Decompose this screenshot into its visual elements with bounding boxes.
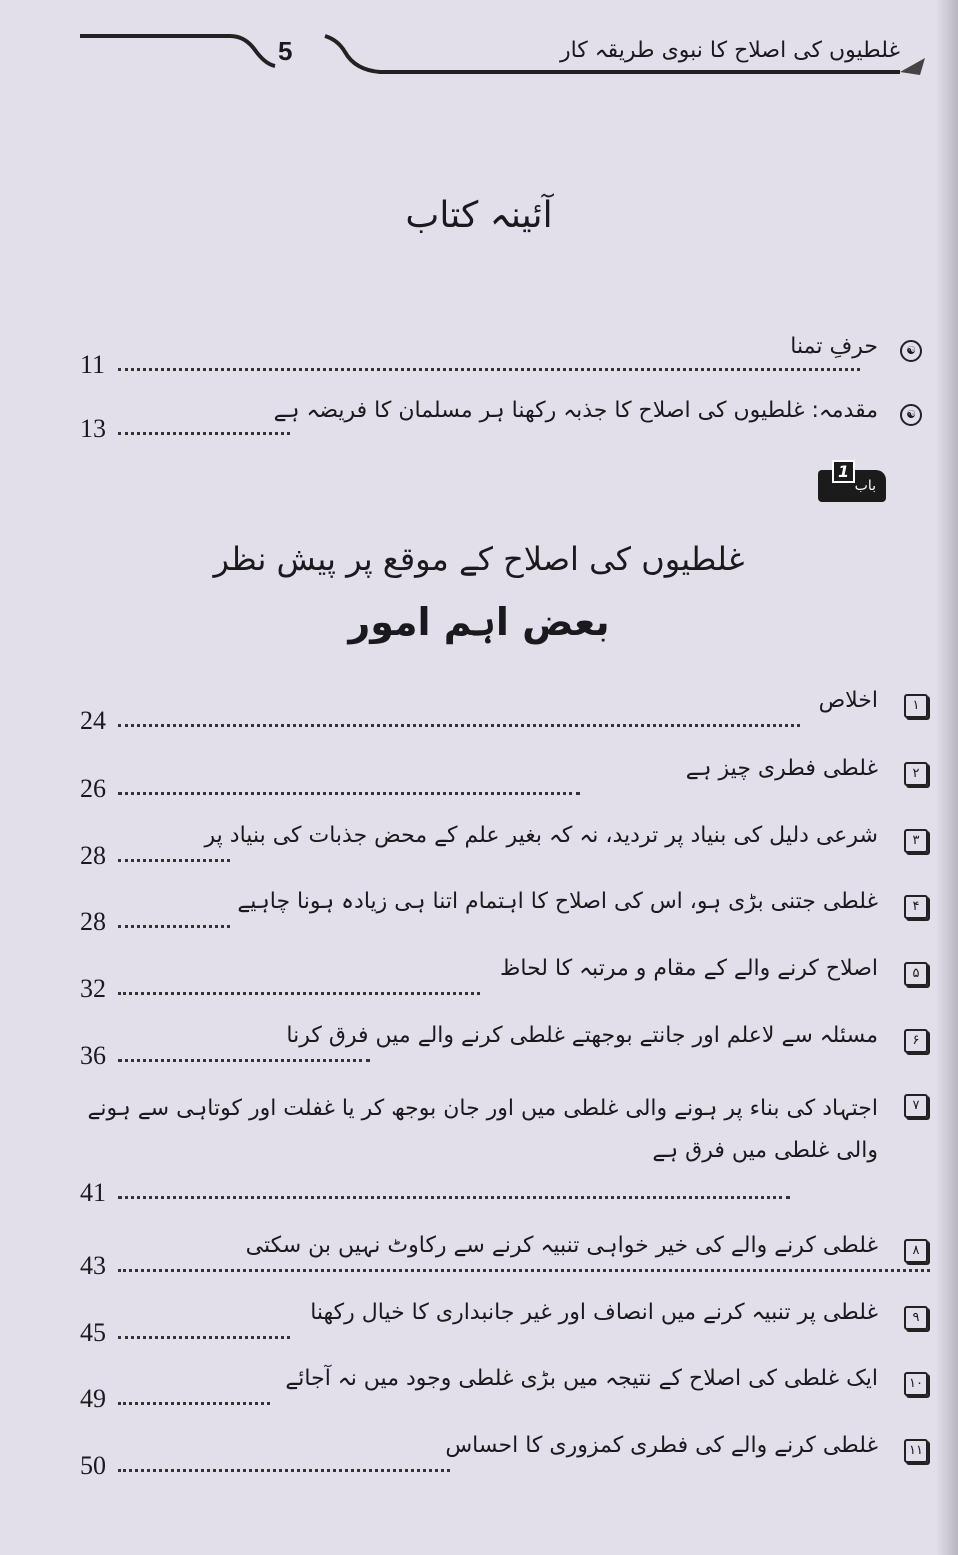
toc-entry (80, 1092, 930, 1207)
entry-page: 49 (80, 1384, 106, 1413)
entry-title: اخلاص (818, 688, 878, 713)
entry-page: 43 (80, 1251, 106, 1280)
bullet-icon: ☯ (900, 404, 922, 426)
entry-number-box: ۶ (904, 1029, 928, 1053)
toc-entry (80, 956, 930, 1020)
chapter-subtitle: بعض اہم امور (348, 600, 610, 644)
entry-number-box: ۱ (904, 694, 928, 718)
entry-number-box: ۸ (904, 1239, 928, 1263)
entry-page: 41 (80, 1178, 106, 1207)
toc-title: آئینہ کتاب (405, 195, 553, 236)
entry-title: حرفِ تمنا (790, 334, 878, 359)
dot-leader (118, 1269, 930, 1272)
dot-leader (118, 792, 580, 795)
entry-title: غلطی جتنی بڑی ہو، اس کی اصلاح کا اہتمام اتنا ہی زیادہ ہونا چاہیے (237, 889, 878, 914)
running-title: غلطیوں کی اصلاح کا نبوی طریقہ کار (559, 38, 900, 63)
dot-leader (118, 1469, 450, 1472)
chapter-title: غلطیوں کی اصلاح کے موقع پر پیش نظر (213, 540, 745, 578)
entry-page: 11 (80, 350, 106, 379)
entry-number-box: ۲ (904, 762, 928, 786)
entry-number-box: ۱۰ (904, 1372, 928, 1396)
entry-page: 45 (80, 1318, 106, 1347)
entry-title: غلطی فطری چیز ہے (685, 756, 878, 781)
entry-title: غلطی کرنے والے کی خیر خواہی تنبیہ کرنے سے رکاوٹ نہیں بن سکتی (245, 1233, 878, 1258)
chapter-label: باب (854, 478, 876, 494)
entry-title: غلطی کرنے والے کی فطری کمزوری کا احساس (445, 1433, 878, 1458)
page-number: 5 (278, 36, 293, 66)
entry-number-box: ۹ (904, 1306, 928, 1330)
dot-leader (118, 1402, 270, 1405)
entry-page: 50 (80, 1451, 106, 1480)
dot-leader (118, 1059, 370, 1062)
entry-title: اجتہاد کی بناء پر ہونے والی غلطی میں اور جان بوجھ کر یا غفلت اور کوتاہی سے ہونے والی غلطی میں فرق ہے (87, 1096, 878, 1163)
toc-entry (80, 756, 930, 820)
entry-title: غلطی پر تنبیہ کرنے میں انصاف اور غیر جانبداری کا خیال رکھنا (310, 1300, 878, 1325)
toc-entry (80, 1023, 930, 1087)
entry-page: 28 (80, 841, 106, 870)
entry-page: 32 (80, 974, 106, 1003)
bullet-icon: ☯ (900, 340, 922, 362)
toc-entry (80, 823, 930, 887)
entry-page: 28 (80, 907, 106, 936)
entry-number-box: ۴ (904, 895, 928, 919)
toc-entry (80, 1233, 930, 1297)
entry-number-box: ۳ (904, 829, 928, 853)
entry-page: 24 (80, 706, 106, 735)
dot-leader (118, 724, 800, 727)
entry-number-box: ۱۱ (904, 1439, 928, 1463)
toc-entry (80, 889, 930, 953)
dot-leader (118, 1336, 290, 1339)
toc-entry (80, 398, 930, 462)
dot-leader (118, 1196, 790, 1199)
chapter-badge (818, 462, 886, 502)
dot-leader (118, 992, 480, 995)
entry-number-box: ۷ (904, 1094, 928, 1118)
entry-number-box: ۵ (904, 962, 928, 986)
toc-entry (80, 334, 930, 398)
entry-page: 13 (80, 414, 106, 443)
entry-title: ایک غلطی کی اصلاح کے نتیجہ میں بڑی غلطی وجود میں نہ آجائے (285, 1366, 878, 1391)
entry-page: 36 (80, 1041, 106, 1070)
dot-leader (118, 859, 230, 862)
toc-entry (80, 1433, 930, 1497)
dot-leader (118, 368, 860, 371)
entry-title: شرعی دلیل کی بنیاد پر تردید، نہ کہ بغیر علم کے محض جذبات کی بنیاد پر (204, 823, 878, 848)
entry-page: 26 (80, 774, 106, 803)
toc-entry (80, 1300, 930, 1364)
chapter-number: 1 (832, 460, 855, 483)
entry-title: مسئلہ سے لاعلم اور جانتے بوجھتے غلطی کرنے والے میں فرق کرنا (286, 1023, 878, 1048)
dot-leader (118, 925, 230, 928)
toc-entry (80, 1366, 930, 1430)
page-header (80, 30, 930, 80)
dot-leader (118, 432, 290, 435)
toc-entry (80, 688, 930, 752)
entry-title: مقدمہ: غلطیوں کی اصلاح کا جذبہ رکھنا ہر مسلمان کا فریضہ ہے (273, 398, 878, 423)
entry-title: اصلاح کرنے والے کے مقام و مرتبہ کا لحاظ (500, 956, 878, 981)
